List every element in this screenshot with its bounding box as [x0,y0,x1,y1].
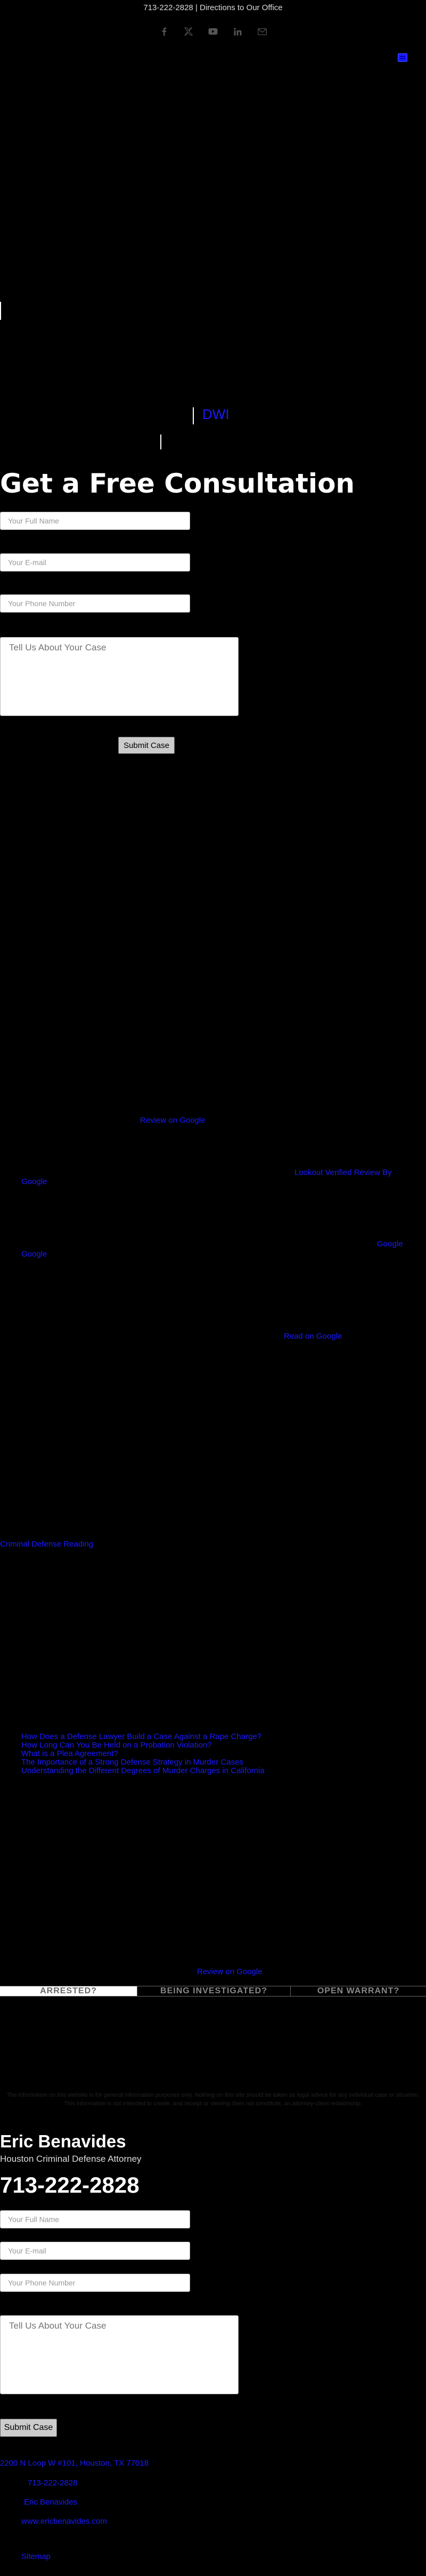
google-review-link[interactable]: Google [21,1177,47,1186]
attorney-phone[interactable]: 713-222-2828 [0,2172,140,2197]
blog-post-link[interactable]: What is a Plea Agreement? [21,1749,118,1758]
email-icon[interactable] [257,27,267,36]
read-on-google-link[interactable]: Read on Google [284,1332,342,1341]
attorney-subtitle: Houston Criminal Defense Attorney [0,2154,142,2164]
review-on-google-link[interactable]: Review on Google [140,1116,206,1125]
google-review-link[interactable]: Google [21,1250,47,1259]
footer-email-input[interactable] [0,2242,190,2260]
page-title: Get a Free Consultation [0,468,355,499]
slider-caret [193,407,194,424]
slider-caret [160,434,161,449]
blog-post-link[interactable]: How Long Can You Be Held on a Probation Violation? [21,1741,212,1750]
office-address-link[interactable]: 2200 N Loop W #101, Houston, TX 77018 [0,2459,149,2468]
blog-post-link[interactable]: The Importance of a Strong Defense Strategy in Murder Cases [21,1758,243,1767]
google-review-link[interactable]: Google [377,1239,403,1249]
review-on-google-link[interactable]: Review on Google [197,1967,263,1976]
footer-phone-input[interactable] [0,2274,190,2292]
footer-submit-case-button[interactable]: Submit Case [0,2419,57,2437]
footer-phone-link[interactable]: 713-222-2828 [28,2478,78,2488]
footer-full-name-input[interactable] [0,2210,190,2228]
recent-posts-list [21,1733,265,1775]
footer-email-link[interactable]: Eric Benavides [24,2498,78,2507]
case-details-textarea[interactable] [0,637,239,716]
tab-being-investigated[interactable]: BEING INVESTIGATED? [137,1986,291,1996]
full-name-input[interactable] [0,512,190,530]
submit-case-button[interactable]: Submit Case [118,737,175,754]
sitemap-link[interactable]: Sitemap [21,2552,51,2561]
linkedin-icon[interactable] [233,27,242,36]
tab-open-warrant[interactable]: OPEN WARRANT? [317,1986,400,1995]
email-input[interactable] [0,553,190,571]
hamburger-menu-icon[interactable] [398,53,407,62]
youtube-icon[interactable] [208,27,218,36]
website-link[interactable]: www.ericbenavides.com [21,2517,107,2526]
tab-arrested[interactable]: ARRESTED? [0,1986,137,1996]
blog-post-link[interactable]: Understanding the Different Degrees of Murder Charges in California [21,1766,265,1775]
attorney-name: Eric Benavides [0,2131,126,2151]
legal-disclaimer: The information on this website is for general information purposes only. Nothing on this site should be taken as legal advice for any individual case or situation. This information is not intended to create, and receipt or viewing does not constitute, an attorney-client relationship. [6,2092,420,2107]
footer-case-details-textarea[interactable] [0,2315,239,2394]
slider-caret [0,302,1,320]
verified-review-link[interactable]: Lookout Verified Review By [294,1168,392,1177]
topbar-contact[interactable]: 713-222-2828 | Directions to Our Office [143,3,283,12]
facebook-icon[interactable] [159,27,169,36]
practice-area-link-dwi[interactable]: DWI [202,406,230,422]
situation-tabs [0,1986,426,1997]
criminal-defense-reading-link[interactable]: Criminal Defense Reading [0,1540,94,1549]
social-links [0,27,426,36]
x-twitter-icon[interactable] [184,27,193,36]
blog-post-link[interactable]: How Does a Defense Lawyer Build a Case Against a Rape Charge? [21,1732,262,1741]
phone-input[interactable] [0,594,190,613]
